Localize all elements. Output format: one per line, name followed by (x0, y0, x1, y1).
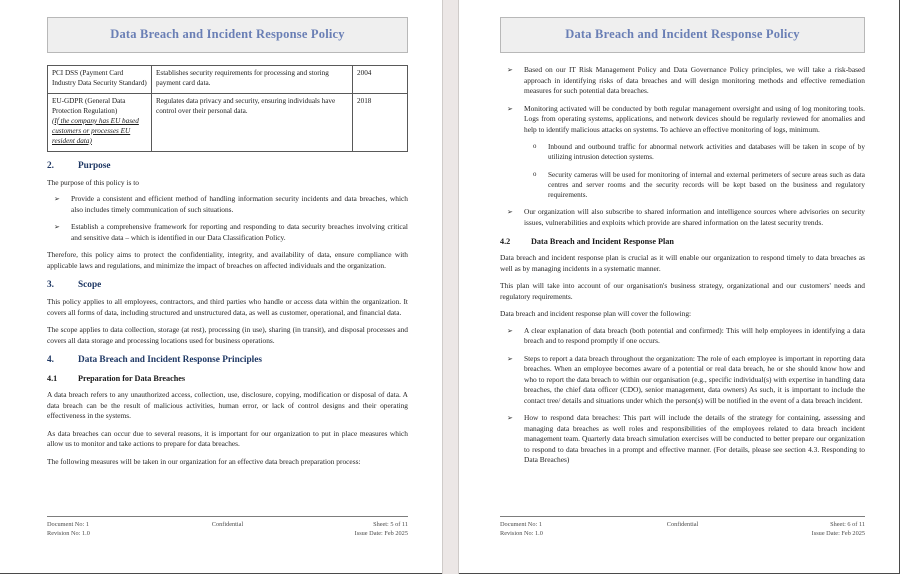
arrow-bullet-icon: ➢ (54, 223, 61, 232)
footer-row-bottom (47, 529, 408, 538)
table-cell-description: Regulates data privacy and security, ensuring individuals have control over their personal data. (152, 93, 353, 151)
footer-spacer (166, 529, 289, 538)
preparation-paragraph: As data breaches can occur due to several reasons, it is important for our organization to put in place measures which allow us to monitor and take actions to prepare for data breaches. (47, 428, 408, 449)
list-item (47, 194, 408, 215)
table-cell-description: Establishes security requirements for processing and storing payment card data. (152, 66, 353, 94)
list-item-text: Provide a consistent and efficient method of handling information security incidents and data breaches, which also includes timely communication of such situations. (71, 194, 408, 214)
heading-purpose-title: Purpose (78, 160, 111, 171)
page-header-banner (500, 17, 865, 53)
list-item-text: Inbound and outbound traffic for abnormal network activities and databases will be taken in scope of by utilizing intrusion detection systems. (548, 143, 865, 162)
document-page-right (459, 0, 900, 574)
heading-response-plan-number: 4.2 (500, 237, 511, 247)
plan-paragraph: Data breach and incident response plan will cover the following: (500, 309, 692, 319)
footer-row-top (500, 520, 865, 529)
page-title: Data Breach and Incident Response Policy (565, 27, 800, 41)
scope-paragraph: The scope applies to data collection, storage (at rest), processing (in use), sharing (in transit), and disposal processes and covers all data storage and processing locations used for business operations. (47, 325, 408, 345)
list-item (500, 354, 865, 407)
document-page-left (0, 0, 443, 574)
intelligence-bullet-list (500, 207, 865, 228)
page-title: Data Breach and Incident Response Policy (110, 27, 345, 41)
table-cell-standard: PCI DSS (Payment Card Industry Data Security Standard) (48, 66, 152, 94)
table-row (48, 66, 408, 94)
heading-scope-number: 3. (47, 280, 54, 291)
list-item-text: Our organization will also subscribe to shared information and intelligence sources where advisories on security issues, vulnerabilities and exploits which provide are shared information on the latest security trends. (524, 207, 865, 227)
heading-principles (47, 355, 408, 365)
footer-confidential: Confidential (666, 520, 699, 528)
arrow-bullet-icon: ➢ (507, 326, 514, 335)
purpose-bullet-list (47, 194, 408, 243)
footer-issue-date: Issue Date: Feb 2025 (811, 529, 866, 537)
page-footer (500, 516, 865, 538)
heading-preparation-number: 4.1 (47, 374, 58, 384)
table-cell-standard-note: (If the company has EU based customers or processes EU resident data) (52, 116, 139, 145)
footer-revision-no: Revision No: 1.0 (47, 529, 90, 537)
table-cell-year: 2018 (353, 93, 408, 151)
list-item-text: Security cameras will be used for monitoring of internal and external perimeters of secure areas such as data centres and server rooms and the security records will be kept based on the business and regulatory requirements. (548, 170, 865, 199)
list-item-text: Steps to report a data breach throughout the organization: The role of each employee is important in reporting data breaches. When an employee becomes aware of a potential or real data breach, he or she should know how and who to report the data breach to within our organisation (e.g., specific individual(s) with expertise in handling data breaches, the chief data officer (CDO), senior management, data owners) As such, it is important to include the contact tree/ details and situations under which the person(s) will be notified in the event of a data breach incident. (524, 353, 865, 405)
list-item-text: Monitoring activated will be conducted by both regular management oversight and using of log monitoring tools. Logs from operating systems, applications, and network devices should be regularly reviewed for anomalies and help to identify malicious attacks on systems. To achieve an effective monitoring of logs, minimum. (524, 103, 865, 134)
list-item (500, 413, 865, 466)
standards-table (47, 65, 408, 152)
table-cell-standard (48, 93, 152, 151)
plan-paragraph: Data breach and incident response plan is crucial as it will enable our organization to respond timely to data breaches as well as by managing incidents in a systematic manner. (500, 253, 865, 273)
purpose-closing-text: Therefore, this policy aims to protect the confidentiality, integrity, and availability of data, ensure compliance with applicable laws and regulations, and minimize the impact of breaches on affected individuals and the organization. (47, 250, 408, 270)
list-item-text: Based on our IT Risk Management Policy and Data Governance Policy principles, we will take a risk-based approach in identifying risks of data breaches and will design monitoring methods and effective remediation measures for such potential data breaches. (524, 65, 865, 96)
heading-preparation (47, 374, 408, 383)
arrow-bullet-icon: ➢ (507, 414, 514, 423)
arrow-bullet-icon: ➢ (507, 66, 514, 74)
footer-document-no: Document No: 1 (500, 520, 542, 528)
table-cell-year: 2004 (353, 66, 408, 94)
footer-document-no: Document No: 1 (47, 520, 89, 528)
purpose-lead-text: The purpose of this policy is to (47, 177, 139, 187)
heading-scope-title: Scope (78, 280, 102, 291)
circle-bullet-icon: o (533, 143, 537, 151)
list-item (500, 104, 865, 136)
footer-issue-date: Issue Date: Feb 2025 (354, 529, 408, 537)
list-item (500, 142, 865, 162)
plan-bullet-list (500, 326, 865, 466)
page-header-banner (47, 17, 408, 53)
footer-sheet: Sheet: 6 of 11 (830, 520, 866, 528)
page-footer (47, 516, 408, 538)
footer-spacer (620, 529, 744, 538)
list-item-text: How to respond data breaches: This part will include the details of the strategy for containing, assessing and managing data breaches as well roles and responsibilities of the employees related to data breach incident management team. Quarterly data breach simulation exercises will be conducted to better prepare our organization to respond to data breaches in a prompt and effective manner. (For details, please see section 4.3. Responding to Data Breaches) (524, 413, 865, 465)
plan-paragraph: This plan will take into account of our organisation's business strategy, organizational and our customers' needs and regulatory requirements. (500, 281, 865, 301)
heading-purpose (47, 161, 408, 171)
heading-response-plan-title: Data Breach and Incident Response Plan (531, 237, 674, 247)
heading-principles-title: Data Breach and Incident Response Principles (78, 355, 262, 366)
monitoring-sub-list (500, 142, 865, 200)
arrow-bullet-icon: ➢ (507, 354, 514, 363)
arrow-bullet-icon: ➢ (507, 104, 514, 113)
list-item (47, 222, 408, 243)
table-cell-standard-name: EU-GDPR (General Data Protection Regulation) (52, 96, 126, 115)
list-item (500, 326, 865, 347)
circle-bullet-icon: o (533, 170, 537, 178)
heading-response-plan (500, 237, 865, 246)
footer-row-top (47, 520, 408, 529)
list-item (500, 170, 865, 201)
heading-principles-number: 4. (47, 355, 54, 366)
list-item (500, 65, 865, 97)
footer-sheet: Sheet: 5 of 11 (373, 520, 408, 528)
footer-row-bottom (500, 529, 865, 538)
heading-purpose-number: 2. (47, 160, 54, 171)
preparation-paragraph: A data breach refers to any unauthorized access, collection, use, disclosure, copying, modification or disposal of data. A data breach can be the result of malicious activities, human error, or lack of control designs and their operating effectiveness in the systems. (47, 390, 408, 421)
footer-revision-no: Revision No: 1.0 (500, 529, 543, 537)
footer-confidential: Confidential (211, 520, 244, 528)
heading-preparation-title: Preparation for Data Breaches (78, 374, 186, 384)
arrow-bullet-icon: ➢ (54, 195, 61, 204)
scope-paragraph: This policy applies to all employees, contractors, and third parties who handle or access data within the organization. It covers all forms of data, including structured and unstructured data, as well as customer, operational, and financial data. (47, 297, 408, 317)
table-row (48, 93, 408, 151)
list-item-text: A clear explanation of data breach (both potential and confirmed): This will help employees in identifying a data breach and to respond promptly if one occurs. (524, 325, 865, 346)
heading-scope (47, 280, 408, 290)
list-item (500, 207, 865, 228)
monitoring-bullet-list (500, 65, 865, 135)
list-item-text: Establish a comprehensive framework for reporting and responding to data security breaches involving critical and sensitive data – which is identified in our Data Classification Policy. (71, 222, 408, 242)
arrow-bullet-icon: ➢ (507, 208, 514, 217)
preparation-paragraph: The following measures will be taken in our organization for an effective data breach preparation process: (47, 456, 361, 466)
page-gutter (443, 0, 459, 574)
